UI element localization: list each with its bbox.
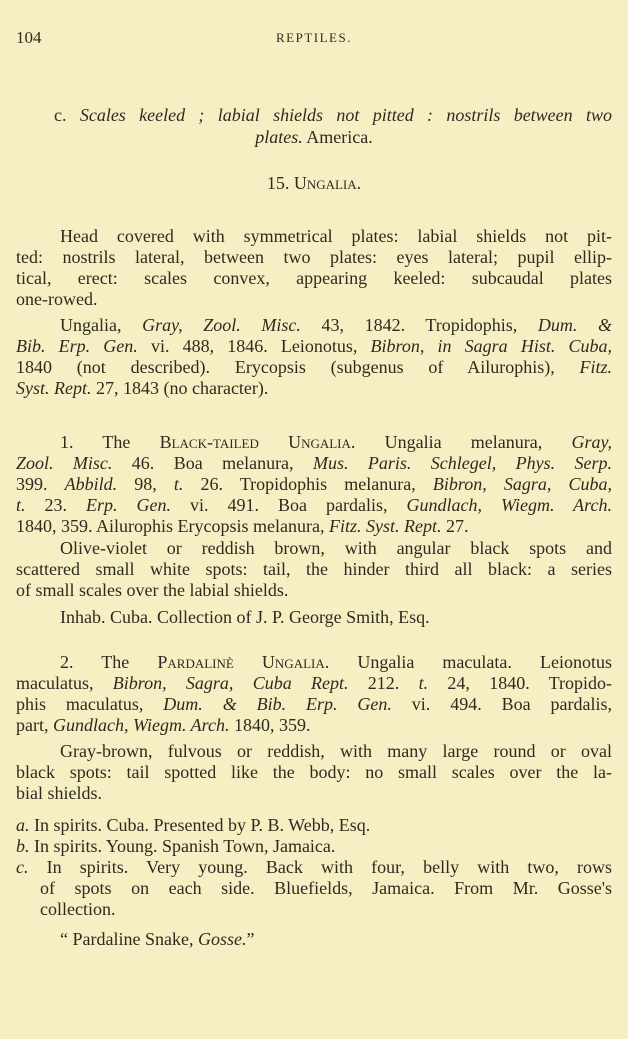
text-line	[60, 431, 612, 453]
text-line	[54, 104, 612, 126]
text-line	[40, 898, 612, 920]
text-segment: Gundlach, Wiegm. Arch.	[52, 715, 230, 735]
text-segment: collection.	[40, 899, 116, 919]
text-line	[16, 579, 612, 601]
text-line	[16, 814, 612, 836]
text-segment: Olive-violet or reddish brown, with angular black spots and	[60, 538, 612, 558]
text-segment: America.	[302, 127, 373, 147]
text-segment: 212.	[348, 673, 419, 693]
text-line	[16, 515, 612, 537]
text-segment: Syst. Rept.	[16, 378, 92, 398]
text-segment: Dum. & Bib. Erp. Gen.	[163, 694, 392, 714]
text-segment: t.	[173, 474, 184, 494]
text-segment: of spots on each side. Bluefields, Jamaica. From Mr. Gosse's	[40, 878, 612, 898]
text-segment: In spirits. Very young. Back with four, belly with two, rows	[28, 857, 612, 877]
text-segment: 2. The	[60, 652, 158, 672]
text-segment: Mus. Paris. Schlegel, Phys. Serp.	[312, 453, 612, 473]
text-segment: Dum. &	[537, 315, 612, 335]
text-segment: Fitz. Syst. Rept.	[328, 516, 442, 536]
text-segment: 46. Boa melanura,	[112, 453, 313, 473]
text-line	[16, 356, 612, 378]
text-segment: a.	[16, 815, 30, 835]
text-line	[16, 126, 612, 148]
text-segment: one-rowed.	[16, 289, 98, 309]
text-line	[16, 473, 612, 495]
text-segment: t.	[418, 673, 429, 693]
text-segment: t.	[16, 495, 26, 515]
text-line	[60, 225, 612, 247]
text-segment: 1. The	[60, 432, 160, 452]
text-segment: c.	[16, 857, 29, 877]
text-segment: maculatus,	[16, 673, 113, 693]
text-segment: scattered small white spots: tail, the hinder third all black: a series	[16, 559, 612, 579]
text-segment: Pardalinè Ungalia.	[157, 652, 330, 672]
text-segment: c.	[54, 105, 80, 125]
text-segment: part,	[16, 715, 53, 735]
text-segment: of small scales over the labial shields.	[16, 580, 289, 600]
text-segment: tical, erect: scales convex, appearing keeled: subcaudal plates	[16, 268, 612, 288]
text-segment: Fitz.	[579, 357, 612, 377]
text-segment: 1840, 359. Ailurophis Erycopsis melanura,	[16, 516, 329, 536]
text-line	[60, 651, 612, 673]
text-segment: 43, 1842. Tropidophis,	[300, 315, 538, 335]
text-segment: 399.	[16, 474, 65, 494]
text-segment: Gundlach, Wiegm. Arch.	[406, 495, 612, 515]
text-segment: “ Pardaline Snake,	[60, 929, 198, 949]
text-segment: Ungalia melanura,	[355, 432, 572, 452]
text-segment: 27.	[441, 516, 469, 536]
text-line	[60, 740, 612, 762]
text-line	[16, 782, 612, 804]
text-line	[60, 928, 612, 950]
text-segment: ”	[246, 929, 255, 949]
text-line	[40, 877, 612, 899]
text-segment: Inhab. Cuba. Collection of J. P. George Smith, Esq.	[60, 607, 430, 627]
text-segment: plates.	[255, 127, 303, 147]
text-line	[16, 377, 612, 399]
text-segment: Gosse.	[197, 929, 247, 949]
text-line	[16, 693, 612, 715]
text-segment: 15.	[266, 173, 294, 193]
text-line	[16, 856, 612, 878]
text-segment: phis maculatus,	[16, 694, 164, 714]
text-segment: Bibron, Sagra, Cuba,	[432, 474, 612, 494]
text-segment: Bib. Erp. Gen.	[16, 336, 138, 356]
text-segment: Ungalia.	[293, 173, 362, 193]
text-segment: ted: nostrils lateral, between two plates: eyes lateral; pupil ellip-	[16, 247, 612, 267]
text-segment: Ungalia,	[60, 315, 143, 335]
text-line	[60, 314, 612, 336]
text-segment: vi. 494. Boa pardalis,	[391, 694, 612, 714]
text-line	[16, 494, 612, 516]
text-line	[16, 335, 612, 357]
text-segment: bial shields.	[16, 783, 102, 803]
text-segment: 23.	[25, 495, 87, 515]
text-line	[16, 558, 612, 580]
text-segment: vi. 488, 1846. Leionotus,	[137, 336, 371, 356]
text-segment: 98,	[117, 474, 174, 494]
text-segment: 27, 1843 (no character).	[91, 378, 269, 398]
text-segment: Gray, Zool. Misc.	[142, 315, 301, 335]
text-segment: black spots: tail spotted like the body: no small scales over the la-	[16, 762, 612, 782]
text-line	[16, 288, 612, 310]
text-segment: In spirits. Young. Spanish Town, Jamaica.	[29, 836, 336, 856]
text-segment: Bibron, Sagra, Cuba Rept.	[112, 673, 349, 693]
text-segment: Bibron, in Sagra Hist. Cuba,	[370, 336, 612, 356]
text-segment: b.	[16, 836, 30, 856]
text-segment: Black-tailed Ungalia.	[159, 432, 356, 452]
text-segment: 24, 1840. Tropido-	[428, 673, 612, 693]
text-line	[16, 452, 612, 474]
text-segment: Scales keeled ; labial shields not pitted : nostrils between two	[79, 105, 612, 125]
text-segment: 1840 (not described). Erycopsis (subgenus of Ailurophis),	[16, 357, 580, 377]
text-line	[16, 714, 612, 736]
text-segment: 26. Tropidophis melanura,	[183, 474, 433, 494]
text-line	[60, 537, 612, 559]
text-line	[16, 835, 612, 857]
text-line	[16, 761, 612, 783]
text-segment: Ungalia maculata. Leionotus	[329, 652, 612, 672]
text-segment: Gray,	[571, 432, 612, 452]
page-number: 104	[16, 28, 42, 47]
text-segment: Head covered with symmetrical plates: labial shields not pit-	[60, 226, 612, 246]
text-line	[16, 267, 612, 289]
text-segment: Zool. Misc.	[16, 453, 113, 473]
text-segment: 1840, 359.	[229, 715, 311, 735]
text-line	[16, 672, 612, 694]
text-line	[60, 606, 612, 628]
text-segment: Abbild.	[64, 474, 118, 494]
text-segment: vi. 491. Boa pardalis,	[171, 495, 407, 515]
text-segment: In spirits. Cuba. Presented by P. B. Webb, Esq.	[29, 815, 371, 835]
text-line	[16, 246, 612, 268]
running-head: REPTILES.	[276, 30, 352, 45]
text-segment: Gray-brown, fulvous or reddish, with many large round or oval	[60, 741, 612, 761]
section-heading	[16, 172, 612, 194]
text-segment: Erp. Gen.	[86, 495, 172, 515]
